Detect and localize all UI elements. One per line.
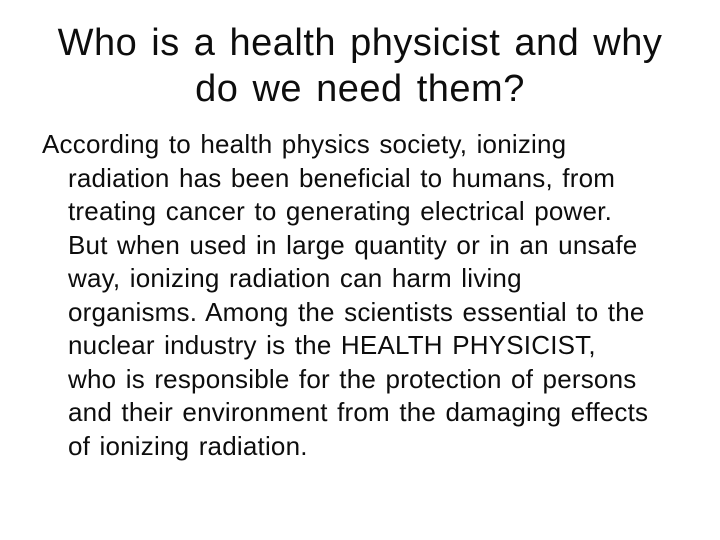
slide-body-text — [0, 128, 720, 463]
slide-body-line: But when used in large quantity or in an unsafe — [68, 229, 638, 260]
slide-title-line: do we need them? — [195, 68, 525, 110]
slide-body-line: treating cancer to generating electrical power. — [68, 196, 613, 226]
slide-body-line: who is responsible for the protection of persons — [68, 363, 637, 394]
slide-body-line: way, ionizing radiation can harm living — [68, 263, 522, 293]
slide-body-line: nuclear industry is the HEALTH PHYSICIST, — [68, 330, 596, 360]
slide-body-line: and their environment from the damaging effects — [68, 397, 649, 427]
slide-title — [0, 20, 720, 112]
slide-body-line: of ionizing radiation. — [68, 430, 308, 461]
slide-body-line: radiation has been beneficial to humans, from — [68, 162, 616, 193]
slide-body-line: organisms. Among the scientists essential to the — [68, 296, 645, 327]
slide-title-line: Who is a health physicist and why — [57, 22, 663, 64]
slide-body-line: According to health physics society, ionizing — [42, 129, 567, 159]
